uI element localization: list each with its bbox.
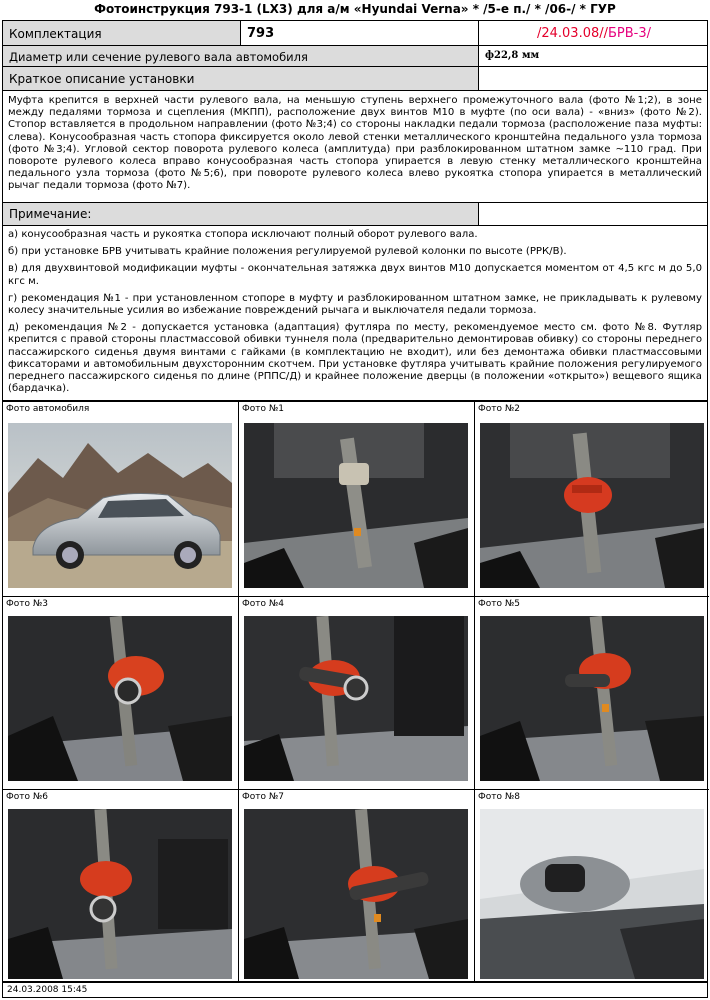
photo-8-image bbox=[480, 809, 704, 979]
photo-caption: Фото автомобиля bbox=[6, 404, 90, 414]
photo-cell-6 bbox=[3, 790, 239, 983]
description-row bbox=[2, 91, 708, 203]
photo-caption: Фото №1 bbox=[242, 404, 284, 414]
photo-caption: Фото №3 bbox=[6, 599, 48, 609]
komplektacia-label: Комплектация bbox=[9, 27, 102, 41]
brief-label: Краткое описание установки bbox=[9, 72, 195, 86]
diameter-value: ф22,8 мм bbox=[485, 50, 540, 61]
photo-cell-7 bbox=[239, 790, 475, 983]
version-date-magenta: БРВ-3/ bbox=[608, 26, 652, 41]
footer-timestamp: 24.03.2008 15:45 bbox=[2, 982, 708, 998]
photo-3-image bbox=[8, 616, 232, 781]
photo-cell-4 bbox=[239, 597, 475, 790]
photo-6-image bbox=[8, 809, 232, 979]
photo-caption: Фото №6 bbox=[6, 792, 48, 802]
notes-list bbox=[3, 226, 707, 403]
brief-empty-cell bbox=[479, 67, 709, 90]
note-item: б) при установке БРВ учитывать крайние положения регулируемой рулевой колонки по высоте (РРК/В). bbox=[8, 246, 567, 258]
photo-cell-1 bbox=[239, 402, 475, 597]
photo-7-image bbox=[244, 809, 468, 979]
photo-cell-car bbox=[3, 402, 239, 597]
photo-caption: Фото №8 bbox=[478, 792, 520, 802]
photo-cell-2 bbox=[475, 402, 709, 597]
diameter-value-cell bbox=[479, 46, 709, 66]
notes-empty-cell bbox=[479, 203, 709, 225]
document-title: Фотоинструкция 793-1 (LX3) для а/м «Hyundai Verna» * /5-е п./ * /06-/ * ГУР bbox=[94, 2, 616, 16]
photo-caption: Фото №2 bbox=[478, 404, 520, 414]
photo-caption: Фото №4 bbox=[242, 599, 284, 609]
photo-1-image bbox=[244, 423, 468, 588]
note-item: в) для двухвинтовой модификации муфты - окончательная затяжка двух винтов М10 допускается моментом от 4,5 кгс м до 5,0 кгс м. bbox=[8, 263, 702, 287]
photo-cell-3 bbox=[3, 597, 239, 790]
notes-label-row bbox=[2, 203, 708, 226]
komplektacia-row bbox=[2, 20, 708, 46]
brief-row bbox=[2, 67, 708, 91]
komplektacia-value-cell bbox=[241, 21, 479, 45]
car-photo bbox=[8, 423, 232, 588]
photo-caption: Фото №7 bbox=[242, 792, 284, 802]
photo-cell-5 bbox=[475, 597, 709, 790]
photo-cell-8 bbox=[475, 790, 709, 983]
notes-label: Примечание: bbox=[9, 207, 92, 221]
photo-2-image bbox=[480, 423, 704, 588]
komplektacia-value: 793 bbox=[247, 26, 275, 41]
version-date bbox=[479, 21, 709, 45]
note-item: г) рекомендация №1 - при установленном стопоре в муфту и разблокированном штатном замке, не прикладывать к рулевому колесу значительные усилия во избежание повреждений рычага и выключателя педали тормоза. bbox=[8, 292, 702, 317]
photo-caption: Фото №5 bbox=[478, 599, 520, 609]
diameter-label-cell bbox=[3, 46, 479, 66]
description-text: Муфта крепится в верхней части рулевого вала, на меньшую ступень верхнего промежуточного вала (фото №1;2), в зоне между педалями тормоза и сцепления (МКПП), расположение двух винтов М10 в муфте (по оси вала) - «вниз» (фото №2). Стопор вставляется в продольном направлении (фото №3;4) со стороны накладки педали тормоза (расположение паза муфты: слева). Конусообразная часть стопора фиксируется около левой стенки металлического кронштейна педального узла тормоза (фото №3;4). Угловой сектор поворота рулевого колеса (амплитуда) при разблокированном штатном замке ~110 град. При повороте рулевого колеса вправо конусообразная часть стопора упирается в левую стенку металлического кронштейна педального узла тормоза (фото №5;6), при повороте рулевого колеса влево рукоятка стопора упирается в металлический рычаг педали тормоза (фото №7). bbox=[8, 95, 702, 192]
photo-grid bbox=[2, 401, 708, 982]
diameter-row bbox=[2, 46, 708, 67]
photo-4-image bbox=[244, 616, 468, 781]
version-date-red: /24.03.08// bbox=[536, 26, 608, 41]
brief-label-cell bbox=[3, 67, 479, 90]
komplektacia-label-cell bbox=[3, 21, 241, 45]
diameter-label: Диаметр или сечение рулевого вала автомобиля bbox=[9, 50, 308, 64]
note-item: а) конусообразная часть и рукоятка стопора исключают полный оборот рулевого вала. bbox=[8, 229, 478, 240]
note-item: д) рекомендация №2 - допускается установка (адаптация) футляра по месту, рекомендуемое место см. фото №8. Футляр крепится с правой стороны пластмассовой обивки туннеля пола (предварительно демонтировав обивку) со стороны переднего пассажирского сиденья двумя винтами с гайками (в комплектацию не входит), или без демонтажа обивки пластмассовыми фиксаторами и автомобильным двухсторонним скотчем. При установке футляра учитывать крайние положения регулируемого переднего пассажирского сиденья по длине (РППС/Д) и крайнее положение дверцы (в положении «открыто») вещевого ящика (бардачка). bbox=[8, 322, 702, 395]
date-cell bbox=[479, 21, 709, 45]
notes-row bbox=[2, 226, 708, 401]
photo-5-image bbox=[480, 616, 704, 781]
notes-label-cell bbox=[3, 203, 479, 225]
